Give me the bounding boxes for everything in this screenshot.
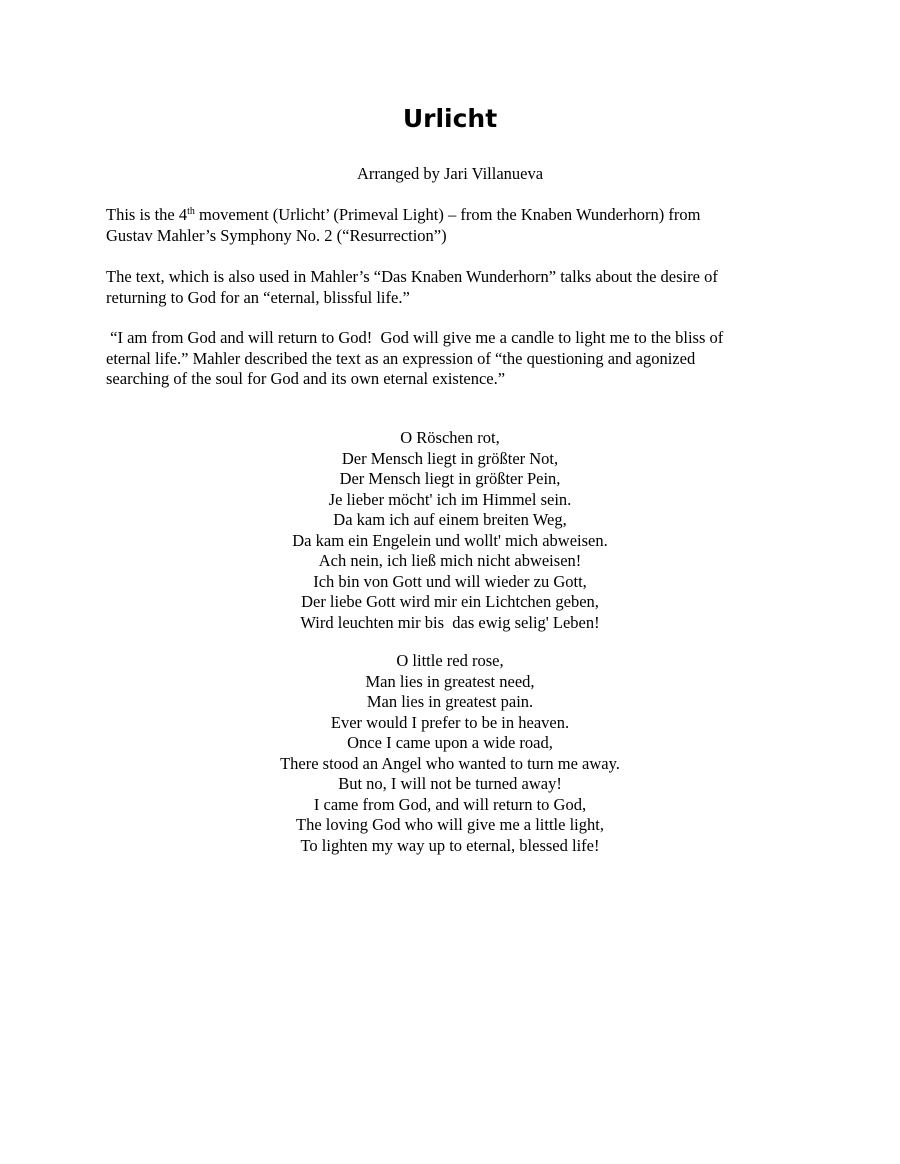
poem-english-verse: Once I came upon a wide road, <box>347 733 553 752</box>
poem-german-verse: Je lieber möcht' ich im Himmel sein. <box>328 489 572 509</box>
poem-english <box>0 651 900 856</box>
poem-german-verse: Der Mensch liegt in größter Not, <box>341 448 559 468</box>
intro-line-1-start: This is the 4 <box>106 205 188 224</box>
intro-line-1-end: movement (Urlicht’ (Primeval Light) – from the Knaben Wunderhorn) from <box>194 205 701 224</box>
poem-english-verse: I came from God, and will return to God, <box>313 794 587 814</box>
poem-english-verse: Ever would I prefer to be in heaven. <box>330 712 570 732</box>
poem-german <box>0 428 900 633</box>
poem-german-verse: Der Mensch liegt in größter Pein, <box>339 469 561 488</box>
text-description-paragraph <box>106 267 796 308</box>
poem-english-verse: The loving God who will give me a little light, <box>296 815 604 834</box>
quote-line-3: searching of the soul for God and its own eternal existence.” <box>106 369 506 388</box>
text-description-line-1: The text, which is also used in Mahler’s “Das Knaben Wunderhorn” talks about the desire of <box>106 267 718 286</box>
poem-english-verse: O little red rose, <box>396 651 504 670</box>
poem-english-verse: Man lies in greatest pain. <box>366 692 534 711</box>
poem-english-verse: Man lies in greatest need, <box>365 671 535 691</box>
poem-german-verse: Da kam ein Engelein und wollt' mich abweisen. <box>292 530 608 550</box>
poem-english-verse: But no, I will not be turned away! <box>338 774 562 793</box>
poem-german-verse: Ich bin von Gott und will wieder zu Gott, <box>313 571 587 591</box>
intro-line-1 <box>106 205 796 226</box>
intro-paragraph <box>106 205 796 246</box>
poem-english-verse: To lighten my way up to eternal, blessed life! <box>300 835 600 855</box>
poem-german-verse: O Röschen rot, <box>400 428 500 447</box>
poem-german-verse: Wird leuchten mir bis das ewig selig' Leben! <box>300 612 600 632</box>
quote-paragraph <box>106 328 796 390</box>
ordinal-superscript: th <box>187 206 195 217</box>
poem-german-verse: Der liebe Gott wird mir ein Lichtchen geben, <box>301 592 599 611</box>
poem-german-verse: Da kam ich auf einem breiten Weg, <box>333 510 567 529</box>
poem-english-verse: There stood an Angel who wanted to turn me away. <box>280 753 620 773</box>
text-description-line-2: returning to God for an “eternal, blissful life.” <box>106 287 410 307</box>
document-title: Urlicht <box>402 104 498 133</box>
quote-line-1: “I am from God and will return to God! God will give me a candle to light me to the bliss of <box>106 328 724 347</box>
quote-line-2: eternal life.” Mahler described the text as an expression of “the questioning and agonized <box>106 348 696 368</box>
poem-german-verse: Ach nein, ich ließ mich nicht abweisen! <box>318 551 582 570</box>
arranger-credit: Arranged by Jari Villanueva <box>356 164 544 183</box>
intro-line-2: Gustav Mahler’s Symphony No. 2 (“Resurrection”) <box>106 225 447 245</box>
